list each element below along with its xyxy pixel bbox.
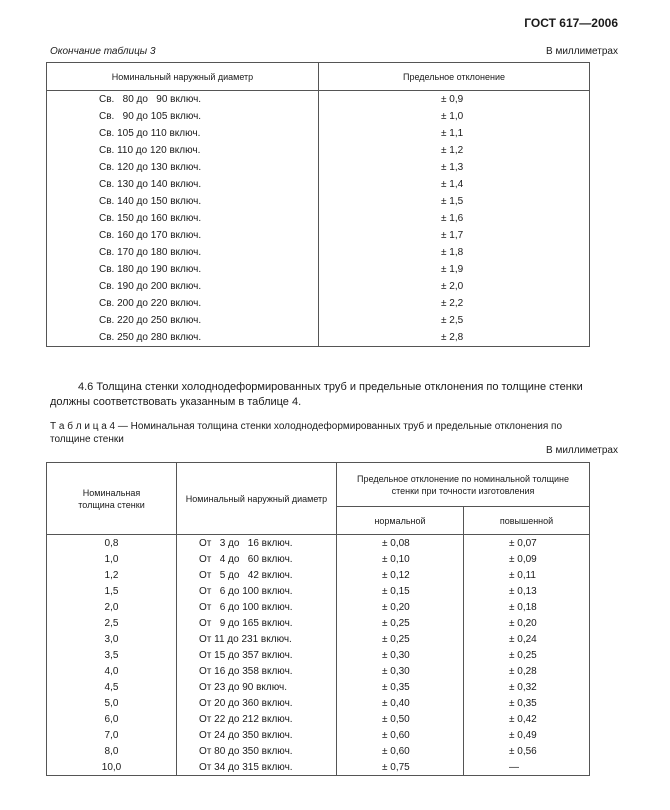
diameter-cell: От 80 до 350 включ. [177,743,337,759]
normal-tolerance-cell: ± 0,35 [337,679,464,695]
diameter-cell: Св. 160 до 170 включ. [47,227,319,244]
table-row [47,711,590,727]
diameter-cell: Св. 220 до 250 включ. [47,312,319,329]
diameter-cell: Св. 170 до 180 включ. [47,244,319,261]
thickness-cell: 6,0 [47,711,177,727]
table-row [47,743,590,759]
diameter-cell: От 5 до 42 включ. [177,567,337,583]
table3-units: В миллиметрах [546,46,618,57]
thickness-cell: 2,0 [47,599,177,615]
high-tolerance-cell: ± 0,32 [464,679,590,695]
tolerance-cell: ± 2,0 [319,278,590,295]
table-row [47,583,590,599]
table3-body [47,91,590,347]
table-row [47,535,590,552]
table-row [47,295,590,312]
normal-tolerance-cell: ± 0,30 [337,663,464,679]
diameter-cell: Св. 200 до 220 включ. [47,295,319,312]
table-row [47,312,590,329]
thickness-cell: 5,0 [47,695,177,711]
tolerance-cell: ± 1,1 [319,125,590,142]
paragraph-4-6: 4.6 Толщина стенки холоднодеформированных труб и предельные отклонения по толщине стенки должны соответствовать указанным в таблице 4. [50,381,583,408]
thickness-cell: 2,5 [47,615,177,631]
normal-tolerance-cell: ± 0,60 [337,727,464,743]
table-row [47,142,590,159]
diameter-cell: От 16 до 358 включ. [177,663,337,679]
table-row [47,91,590,109]
table-row [47,176,590,193]
diameter-cell: От 23 до 90 включ. [177,679,337,695]
table4-header-thickness: Номинальная толщина стенки [47,463,177,535]
tolerance-cell: ± 1,7 [319,227,590,244]
normal-tolerance-cell: ± 0,12 [337,567,464,583]
thickness-cell: 4,5 [47,679,177,695]
high-tolerance-cell: ± 0,13 [464,583,590,599]
normal-tolerance-cell: ± 0,30 [337,647,464,663]
tolerance-cell: ± 2,2 [319,295,590,312]
diameter-cell: От 3 до 16 включ. [177,535,337,552]
high-tolerance-cell: — [464,759,590,776]
diameter-cell: Св. 120 до 130 включ. [47,159,319,176]
table4-units: В миллиметрах [546,445,618,456]
table-row [47,159,590,176]
diameter-cell: Св. 90 до 105 включ. [47,108,319,125]
normal-tolerance-cell: ± 0,15 [337,583,464,599]
diameter-cell: Св. 150 до 160 включ. [47,210,319,227]
table-row [47,647,590,663]
high-tolerance-cell: ± 0,25 [464,647,590,663]
normal-tolerance-cell: ± 0,08 [337,535,464,552]
tolerance-cell: ± 2,8 [319,329,590,347]
tolerance-cell: ± 0,9 [319,91,590,109]
tolerance-cell: ± 1,5 [319,193,590,210]
table-row [47,244,590,261]
diameter-cell: Св. 140 до 150 включ. [47,193,319,210]
high-tolerance-cell: ± 0,09 [464,551,590,567]
high-tolerance-cell: ± 0,20 [464,615,590,631]
table-row [47,551,590,567]
normal-tolerance-cell: ± 0,25 [337,631,464,647]
table-row [47,567,590,583]
tolerance-cell: ± 1,8 [319,244,590,261]
table-row [47,599,590,615]
diameter-cell: От 9 до 165 включ. [177,615,337,631]
normal-tolerance-cell: ± 0,10 [337,551,464,567]
tolerance-cell: ± 1,0 [319,108,590,125]
diameter-cell: Св. 190 до 200 включ. [47,278,319,295]
diameter-cell: Св. 130 до 140 включ. [47,176,319,193]
table-row [47,695,590,711]
thickness-cell: 3,0 [47,631,177,647]
normal-tolerance-cell: ± 0,40 [337,695,464,711]
standard-number: ГОСТ 617—2006 [524,16,618,30]
diameter-cell: От 22 до 212 включ. [177,711,337,727]
high-tolerance-cell: ± 0,56 [464,743,590,759]
diameter-cell: Св. 180 до 190 включ. [47,261,319,278]
table4-header-normal: нормальной [337,507,464,535]
thickness-cell: 3,5 [47,647,177,663]
diameter-cell: От 20 до 360 включ. [177,695,337,711]
high-tolerance-cell: ± 0,07 [464,535,590,552]
table4-body [47,535,590,776]
high-tolerance-cell: ± 0,28 [464,663,590,679]
diameter-cell: От 6 до 100 включ. [177,583,337,599]
thickness-cell: 1,5 [47,583,177,599]
high-tolerance-cell: ± 0,11 [464,567,590,583]
table-row [47,759,590,776]
table-3 [46,62,590,347]
table-row [47,727,590,743]
high-tolerance-cell: ± 0,24 [464,631,590,647]
table4-header-high: повышенной [464,507,590,535]
table-row [47,125,590,142]
diameter-cell: От 4 до 60 включ. [177,551,337,567]
diameter-cell: От 15 до 357 включ. [177,647,337,663]
table-row [47,261,590,278]
tolerance-cell: ± 1,6 [319,210,590,227]
tolerance-cell: ± 2,5 [319,312,590,329]
diameter-cell: От 34 до 315 включ. [177,759,337,776]
table-4 [46,462,590,776]
table3-header-diameter: Номинальный наружный диаметр [47,63,319,91]
thickness-cell: 8,0 [47,743,177,759]
normal-tolerance-cell: ± 0,60 [337,743,464,759]
thickness-cell: 1,2 [47,567,177,583]
diameter-cell: От 11 до 231 включ. [177,631,337,647]
normal-tolerance-cell: ± 0,50 [337,711,464,727]
table-row [47,631,590,647]
table-row [47,227,590,244]
thickness-cell: 7,0 [47,727,177,743]
tolerance-cell: ± 1,9 [319,261,590,278]
diameter-cell: Св. 105 до 110 включ. [47,125,319,142]
thickness-cell: 10,0 [47,759,177,776]
table4-caption: Т а б л и ц а 4 — Номинальная толщина стенки холоднодеформированных труб и предельные отклонения по толщине стенки [50,421,563,445]
diameter-cell: Св. 110 до 120 включ. [47,142,319,159]
table-row [47,663,590,679]
high-tolerance-cell: ± 0,49 [464,727,590,743]
table-row [47,615,590,631]
table-row [47,329,590,347]
normal-tolerance-cell: ± 0,25 [337,615,464,631]
high-tolerance-cell: ± 0,35 [464,695,590,711]
table-row [47,278,590,295]
table-row [47,210,590,227]
normal-tolerance-cell: ± 0,75 [337,759,464,776]
diameter-cell: Св. 250 до 280 включ. [47,329,319,347]
thickness-cell: 1,0 [47,551,177,567]
tolerance-cell: ± 1,3 [319,159,590,176]
tolerance-cell: ± 1,4 [319,176,590,193]
table4-header-tolerance: Предельное отклонение по номинальной толщине стенки при точности изготовления [337,463,590,507]
table4-header-diameter: Номинальный наружный диаметр [177,463,337,535]
table3-caption: Окончание таблицы 3 [50,46,156,57]
table-row [47,108,590,125]
table-row [47,193,590,210]
normal-tolerance-cell: ± 0,20 [337,599,464,615]
high-tolerance-cell: ± 0,18 [464,599,590,615]
table-row [47,679,590,695]
table3-header-tolerance: Предельное отклонение [319,63,590,91]
thickness-cell: 4,0 [47,663,177,679]
diameter-cell: От 24 до 350 включ. [177,727,337,743]
high-tolerance-cell: ± 0,42 [464,711,590,727]
diameter-cell: Св. 80 до 90 включ. [47,91,319,109]
tolerance-cell: ± 1,2 [319,142,590,159]
thickness-cell: 0,8 [47,535,177,552]
diameter-cell: От 6 до 100 включ. [177,599,337,615]
